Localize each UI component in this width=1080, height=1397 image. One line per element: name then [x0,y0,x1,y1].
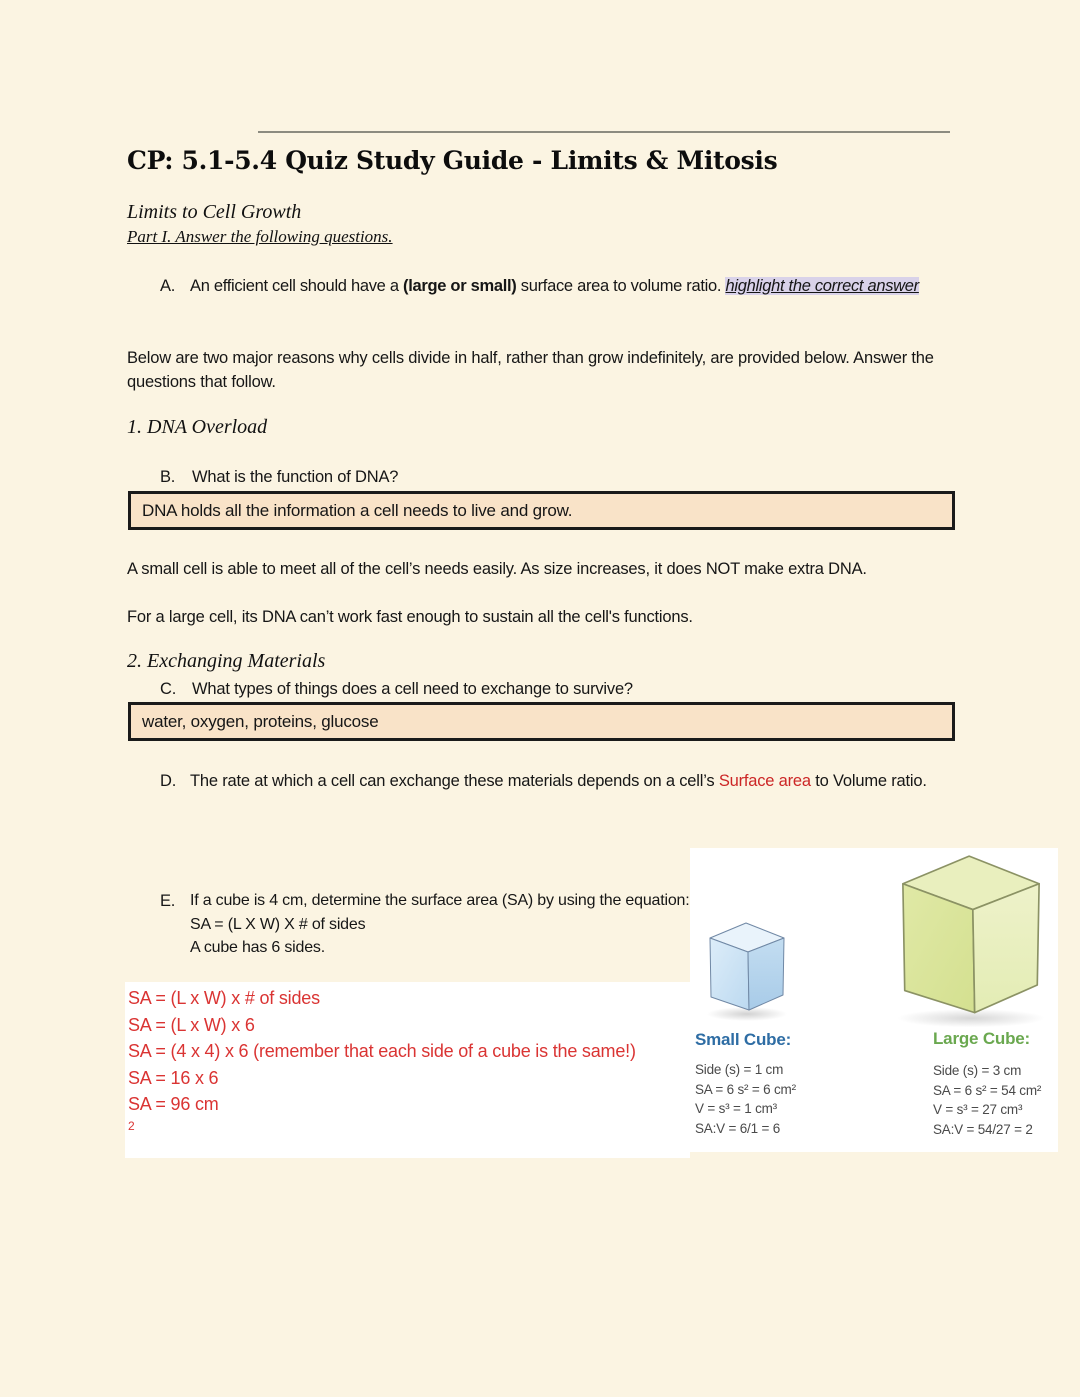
work-superscript-2: 2 [128,1118,135,1133]
small-cube-stats [695,1060,796,1138]
answer-b-text: DNA holds all the information a cell needs to live and grow. [142,500,573,520]
part-heading: Part I. Answer the following questions. [127,227,393,246]
work-line-3: SA = (4 x 4) x 6 (remember that each side of a cube is the same!) [128,1041,636,1061]
answer-c-text: water, oxygen, proteins, glucose [142,711,379,731]
small-cube-label: Small Cube: [695,1030,792,1049]
question-b-label: B. [160,468,176,486]
large-cube-stats [933,1061,1041,1139]
question-a-text-after: surface area to volume ratio. [516,277,726,295]
question-e-text [190,889,695,960]
work-shown-area [125,982,690,1158]
question-c-label: C. [160,680,177,698]
question-a-label: A. [160,277,176,295]
large-cube-label: Large Cube: [933,1029,1030,1048]
work-line-1: SA = (L x W) x # of sides [128,988,320,1008]
section-2-heading: 2. Exchanging Materials [127,650,326,672]
answer-box-c[interactable] [128,702,955,741]
question-a-highlighted-answer: highlight the correct answer [725,277,919,295]
large-cube-stat-side: Side (s) = 3 cm [933,1063,1022,1078]
small-cube-icon [703,920,791,1022]
work-line-4: SA = 16 x 6 [128,1067,219,1088]
top-horizontal-rule [258,131,950,133]
small-cube-stat-v: V = s³ = 1 cm³ [695,1101,777,1116]
question-e-label: E. [160,892,176,910]
question-e-line-3: A cube has 6 sides. [190,939,325,956]
section-1-heading: 1. DNA Overload [127,416,268,438]
question-d-text [190,769,957,793]
large-cube-stat-v: V = s³ = 27 cm³ [933,1102,1023,1117]
paragraph-large-cell: For a large cell, its DNA can’t work fast enough to sustain all the cell's functions. [127,608,693,626]
answer-box-b[interactable] [128,491,955,530]
question-d-text-before: The rate at which a cell can exchange these materials depends on a cell’s [190,772,719,790]
question-d-red-answer: Surface area [718,772,811,790]
question-c-text: What types of things does a cell need to exchange to survive? [192,680,633,698]
question-e-line-1: If a cube is 4 cm, determine the surface area (SA) by using the equation: [190,892,690,909]
work-line-5: SA = 96 cm [128,1094,219,1114]
question-d-label: D. [160,772,177,790]
large-cube-icon [890,850,1052,1028]
question-a-text-before: An efficient cell should have a [190,277,403,295]
section-subtitle: Limits to Cell Growth [127,201,302,223]
cube-comparison-figure [690,848,1058,1152]
small-cube-stat-side: Side (s) = 1 cm [695,1062,784,1077]
question-a-bold: (large or small) [403,277,517,295]
small-cube-stat-sa: SA = 6 s² = 6 cm² [695,1081,796,1097]
page-title: CP: 5.1-5.4 Quiz Study Guide - Limits & Mitosis [127,146,778,175]
question-d-text-after: to Volume ratio. [810,772,927,790]
small-cube-stat-ratio: SA:V = 6/1 = 6 [695,1120,781,1136]
paragraph-small-cell: A small cell is able to meet all of the cell’s needs easily. As size increases, it does NOT make extra DNA. [127,560,867,578]
question-b-text: What is the function of DNA? [192,468,399,486]
question-a-text [190,274,970,298]
intro-paragraph: Below are two major reasons why cells divide in half, rather than grow indefinitely, are provided below. Answer the questions that follow. [127,349,934,391]
large-cube-stat-ratio: SA:V = 54/27 = 2 [933,1121,1033,1137]
work-line-2: SA = (L x W) x 6 [128,1014,255,1035]
question-e-line-2: SA = (L X W) X # of sides [190,915,366,933]
large-cube-stat-sa: SA = 6 s² = 54 cm² [933,1082,1042,1098]
